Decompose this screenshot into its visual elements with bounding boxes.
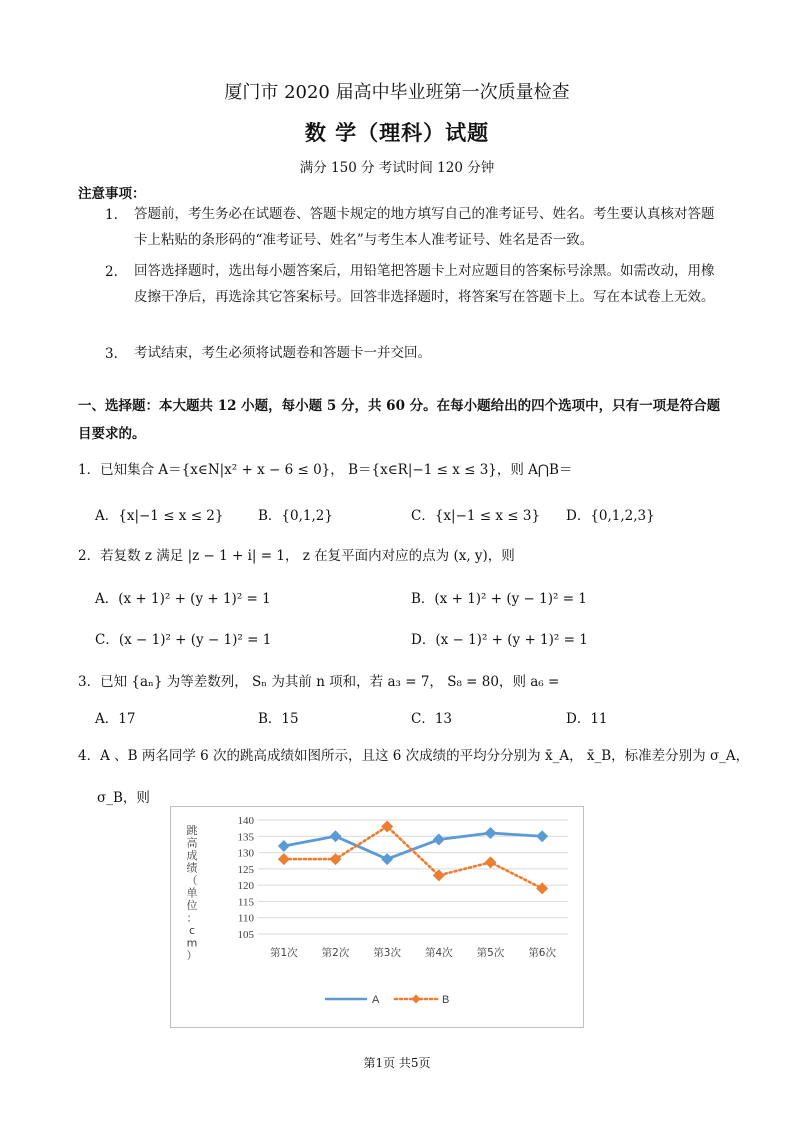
question-2-option-a: A．(x + 1)² + (y + 1)² = 1 <box>95 591 271 607</box>
question-1-option-a: A．{x|−1 ≤ x ≤ 2} <box>95 508 224 524</box>
y-tick-label-105: 105 <box>237 929 254 941</box>
score-time-line: 满分 150 分 考试时间 120 分钟 <box>299 160 495 176</box>
notice-item-2-num: 2. <box>105 264 118 280</box>
y-tick-label-120: 120 <box>237 880 254 893</box>
x-tick-label-3: 第3次 <box>373 947 402 959</box>
legend-B-label: B <box>442 994 450 1006</box>
question-3-option-b: B．15 <box>258 711 299 727</box>
notice-item-2-text: 回答选择题时，选出每小题答案后，用铅笔把答题卡上对应题目的答案标号涂黑。如需改动，用橡皮擦干净后，再选涂其它答案标号。回答非选择题时，将答案写在答题卡上。写在本试卷上无效。 <box>134 263 715 305</box>
y-tick-label-125: 125 <box>237 863 254 876</box>
section-one-heading: 一、选择题：本大题共 12 小题，每小题 5 分，共 60 分。在每小题给出的四个选项中，只有一项是符合题目要求的。 <box>78 398 721 442</box>
x-tick-label-2: 第2次 <box>321 947 350 959</box>
question-4-stem: 4．A 、B 两名同学 6 次的跳高成绩如图所示，且这 6 次成绩的平均分分别为 x̄_A， x̄_B，标准差分别为 σ_A， <box>78 748 750 764</box>
notice-heading: 注意事项： <box>78 186 146 202</box>
question-2-option-b: B．(x + 1)² + (y − 1)² = 1 <box>411 591 587 607</box>
jump-score-line-chart <box>170 806 584 1028</box>
exam-subtitle: 数 学（理科）试题 <box>304 120 490 145</box>
question-3-option-c: C．13 <box>411 711 453 727</box>
notice-item-3-text: 考试结束，考生必须将试题卷和答题卡一并交回。 <box>134 345 431 361</box>
notice-item-1-text: 答题前，考生务必在试题卷、答题卡规定的地方填写自己的准考证号、姓名。考生要认真核对答题卡上粘贴的条形码的“准考证号、姓名”与考生本人准考证号、姓名是否一致。 <box>134 206 715 248</box>
question-4-stem-cont: σ_B，则 <box>97 790 150 806</box>
question-3-option-a: A．17 <box>95 711 136 727</box>
question-2-option-d: D．(x − 1)² + (y + 1)² = 1 <box>411 632 588 648</box>
question-3-option-d: D．11 <box>566 711 608 727</box>
question-3-stem: 3．已知 {aₙ} 为等差数列， Sₙ 为其前 n 项和，若 a₃ = 7， S₈ = 80，则 a₆ = <box>78 674 560 690</box>
y-tick-label-135: 135 <box>237 831 254 844</box>
y-tick-label-130: 130 <box>237 847 254 860</box>
notice-item-3-num: 3. <box>105 346 118 362</box>
question-2-stem: 2．若复数 z 满足 |z − 1 + i| = 1， z 在复平面内对应的点为 (x, y)，则 <box>78 548 515 564</box>
x-tick-label-5: 第5次 <box>476 947 505 959</box>
y-tick-label-140: 140 <box>237 815 254 827</box>
y-tick-label-115: 115 <box>237 896 254 909</box>
question-1-option-d: D．{0,1,2,3} <box>566 508 655 524</box>
exam-title: 厦门市 2020 届高中毕业班第一次质量检查 <box>224 82 570 103</box>
chart-y-axis-label: 跳高成绩（单位： c m ） <box>186 824 198 962</box>
question-1-option-b: B．{0,1,2} <box>258 508 333 524</box>
y-tick-label-110: 110 <box>237 912 254 925</box>
notice-item-1-num: 1. <box>105 207 118 223</box>
question-2-option-c: C．(x − 1)² + (y − 1)² = 1 <box>95 632 272 648</box>
question-1-option-c: C．{x|−1 ≤ x ≤ 3} <box>411 508 541 524</box>
x-tick-label-1: 第1次 <box>269 947 298 959</box>
page-footer: 第1页 共5页 <box>363 1056 431 1070</box>
legend-A-label: A <box>372 994 380 1006</box>
x-tick-label-6: 第6次 <box>528 947 557 959</box>
question-1-stem: 1．已知集合 A＝{x∈N|x² + x − 6 ≤ 0}， B＝{x∈R|−1 ≤ x ≤ 3}，则 A⋂B＝ <box>78 462 573 478</box>
x-tick-label-4: 第4次 <box>424 947 453 959</box>
